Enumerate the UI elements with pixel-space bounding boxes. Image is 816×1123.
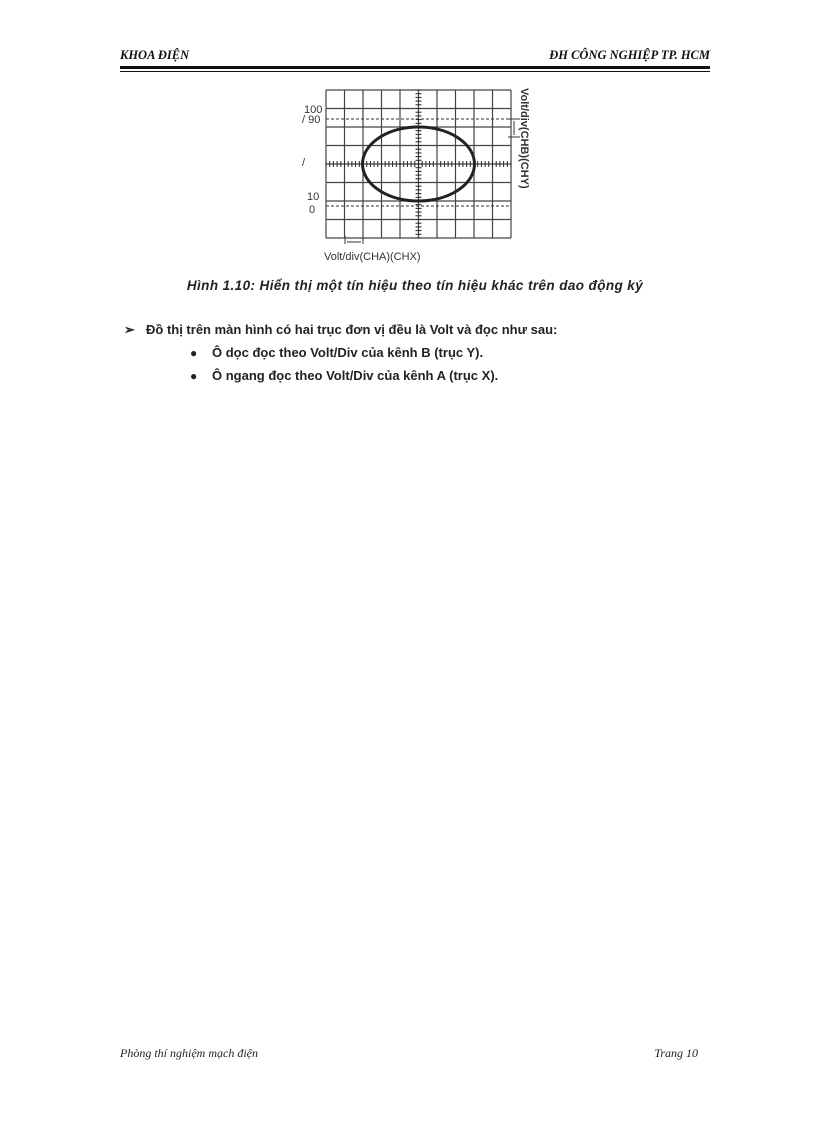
oscilloscope-screen — [290, 82, 530, 270]
header-university: ĐH CÔNG NGHIỆP TP. HCM — [549, 48, 710, 62]
header-rule-thick — [120, 66, 710, 69]
y-label-100: 100 — [304, 104, 323, 116]
y-label-0: 0 — [309, 204, 316, 216]
bullet-dot-icon: ● — [190, 369, 198, 383]
footer-page-number: Trang 10 — [654, 1046, 698, 1060]
y-label-slash: / — [302, 157, 306, 169]
sub-bullet-list — [190, 345, 498, 391]
arrow-bullet-icon: ➢ — [124, 322, 135, 337]
sub-bullet-text: Ô dọc đọc theo Volt/Div của kênh B (trục Y). — [212, 345, 484, 360]
footer-lab-name: Phòng thí nghiệm mạch điện — [120, 1046, 258, 1060]
x-axis-label: Volt/div(CHA)(CHX) — [324, 251, 421, 263]
y-label-10: 10 — [307, 191, 320, 203]
header-department: KHOA ĐIỆN — [120, 48, 190, 62]
y-axis-label: Volt/div(CHB)(CHY) — [518, 88, 530, 189]
bullet-dot-icon: ● — [190, 346, 198, 360]
sub-bullet-item — [190, 368, 498, 391]
sub-bullet-text: Ô ngang đọc theo Volt/Div của kênh A (trục X). — [212, 368, 499, 383]
main-bullet-text: Đồ thị trên màn hình có hai trục đơn vị đều là Volt và đọc như sau: — [146, 322, 558, 337]
main-bullet — [124, 322, 557, 338]
page-header — [120, 48, 710, 68]
figure-caption: Hình 1.10: Hiển thị một tín hiệu theo tín hiệu khác trên dao động ký — [186, 278, 644, 293]
sub-bullet-item — [190, 345, 498, 368]
y-label-90: / 90 — [302, 114, 321, 126]
oscilloscope-figure — [290, 82, 530, 270]
header-rule-thin — [120, 71, 710, 72]
